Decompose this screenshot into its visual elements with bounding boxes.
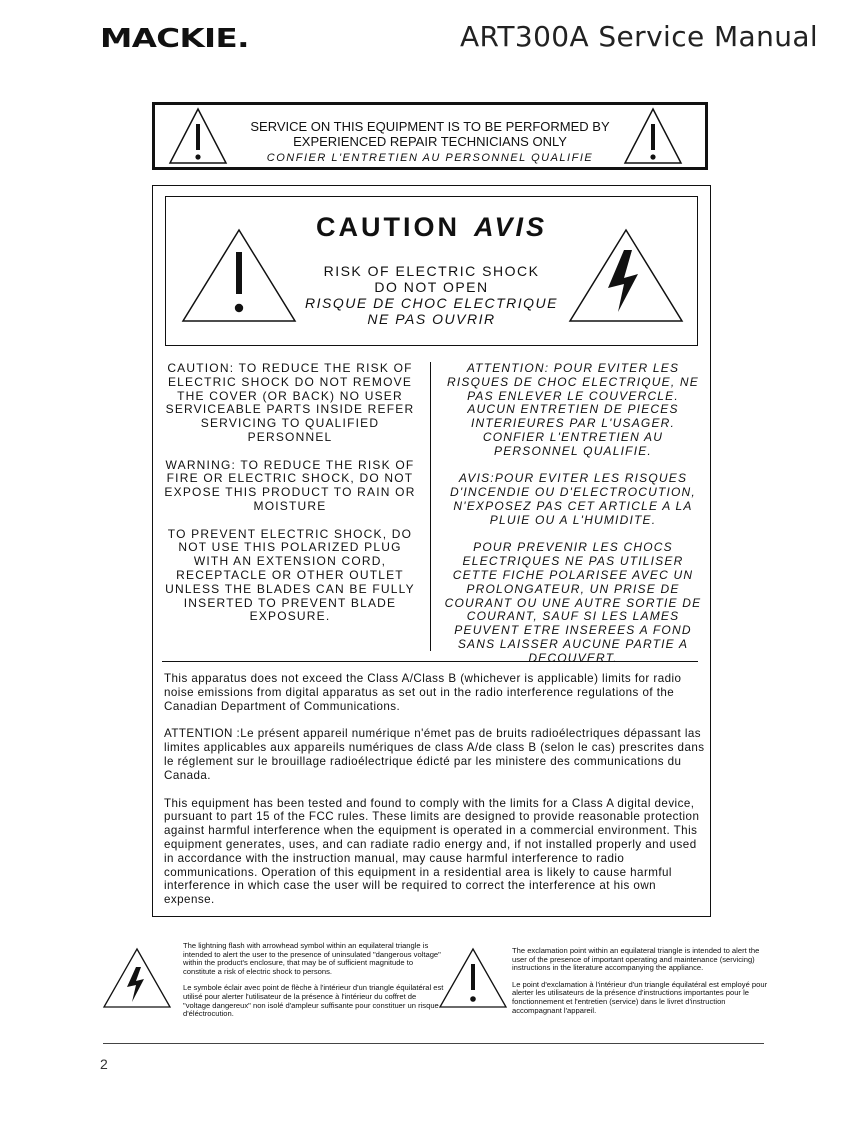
manual-title: ART300A Service Manual — [460, 20, 819, 53]
warning-en-2: WARNING: TO REDUCE THE RISK OF FIRE OR ELECTRIC SHOCK, DO NOT EXPOSE THIS PRODUCT TO RAIN OR MOISTURE — [164, 457, 416, 513]
compliance-canada-en: This apparatus does not exceed the Class A/Class B (whichever is applicable) limits for radio noise emissions from digital apparatus as set out in the radio interference regulations of the Canadian Department of Communications. — [164, 672, 682, 713]
warning-fr-3: POUR PREVENIR LES CHOCS ELECTRIQUES NE PAS UTILISER CETTE FICHE POLARISEE AVEC UN PROLONGATEUR, UN PRISE DE COURANT OU UNE AUTRE SORTIE DE COURANT, SAUF SI LES LAMES PEUVENT ETRE INSEREES A FOND SANS LAISSER AUCUNE PARTIE A DECOUVERT. — [444, 540, 702, 665]
warning-en-3: TO PREVENT ELECTRIC SHOCK, DO NOT USE THIS POLARIZED PLUG WITH AN EXTENSION CORD, RECEPTACLE OR OTHER OUTLET UNLESS THE BLADES CAN BE FULLY INSERTED TO PREVENT BLADE EXPOSURE. — [165, 526, 415, 624]
service-notice-text — [160, 119, 700, 166]
section-divider — [162, 661, 698, 662]
lightning-note-fr: Le symbole éclair avec point de flèche à l'intérieur d'un triangle équilatéral est utilisé pour alerter l'utilisateur de la présence à l'intérieur du coffret de "voltage dangereux" non isolé d'ampleur suffisante pour constituer un risque d'éléctrocution. — [183, 983, 444, 1019]
page-number: 2 — [100, 1056, 108, 1072]
exclamation-symbol-note — [512, 947, 774, 1023]
caution-title-en: CAUTION — [315, 212, 460, 242]
exclamation-note-en: The exclamation point within an equilateral triangle is intended to alert the user of the presence of important operating and maintenance (servicing) instructions in the literature accompanying the appliance. — [512, 946, 760, 973]
footer-rule — [103, 1043, 764, 1044]
lightning-triangle-icon — [102, 947, 172, 1009]
service-notice-line1: SERVICE ON THIS EQUIPMENT IS TO BE PERFORMED BY — [250, 119, 610, 134]
compliance-canada-fr: ATTENTION :Le présent appareil numérique n'émet pas de bruits radioélectriques dépassant las limites applicables aux appareils numériques de class A/de class B (selon le cas) prescrites dans le réglement sur le brouillage radioélectrique édicté par les ministere des communications du Canada. — [164, 727, 705, 782]
warning-fr-2: AVIS:POUR EVITER LES RISQUES D'INCENDIE OU D'ELECTROCUTION, N'EXPOSEZ PAS CET ARTICLE A LA PLUIE OU A L'HUMIDITE. — [450, 471, 696, 527]
caution-line1: RISK OF ELECTRIC SHOCK — [323, 263, 540, 279]
lightning-note-en: The lightning flash with arrowhead symbol within an equilateral triangle is intended to alert the user to the presence of uninsulated "dangerous voltage" within the product's enclosure, that may be of sufficient magnitude to constitute a risk of electric shock to persons. — [183, 941, 441, 976]
caution-line2: DO NOT OPEN — [374, 279, 489, 295]
service-notice-line2: EXPERIENCED REPAIR TECHNICIANS ONLY — [293, 134, 567, 149]
warnings-french-column — [443, 362, 703, 679]
warning-en-1: CAUTION: TO REDUCE THE RISK OF ELECTRIC SHOCK DO NOT REMOVE THE COVER (OR BACK) NO USER SERVICEABLE PARTS INSIDE REFER SERVICING TO QUALIFIED PERSONNEL — [165, 361, 415, 444]
warning-fr-1: ATTENTION: POUR EVITER LES RISQUES DE CHOC ELECTRIQUE, NE PAS ENLEVER LE COUVERCLE. AUCUN ENTRETIEN DE PIECES INTERIEURES PAR L'USAGER. CONFIER L'ENTRETIEN AU PERSONNEL QUALIFIE. — [446, 361, 700, 458]
lightning-symbol-note — [183, 942, 445, 1027]
caution-title-fr: AVIS — [473, 212, 547, 242]
exclamation-triangle-icon — [438, 947, 508, 1009]
mackie-logo: MACKIE. — [100, 24, 249, 54]
caution-title — [165, 212, 698, 243]
compliance-fcc: This equipment has been tested and found to comply with the limits for a Class A digital device, pursuant to part 15 of the FCC rules. These limits are designed to provide reasonable protection against harmful interference when the equipment is operated in a commercial environment. This equipment generates, uses, and can radiate radio energy and, if not installed properly and used in accordance with the instruction manual, may cause harmful interference to radio communications. Operation of this equipment in a residential area is likely to cause harmful interference in which case the user will be required to correct the interference at his own expense. — [164, 796, 700, 907]
service-notice-line-fr: CONFIER L'ENTRETIEN AU PERSONNEL QUALIFIE — [266, 152, 594, 164]
exclamation-note-fr: Le point d'exclamation à l'intérieur d'un triangle équilatéral est employé pour alerter les utilisateurs de la présence d'instructions importantes pour le fonctionnement et l'entretien (service) dans le livret d'instruction accompagnant l'appareil. — [512, 979, 768, 1015]
caution-subtitle — [165, 263, 698, 327]
caution-line3-fr: RISQUE DE CHOC ELECTRIQUE — [305, 295, 558, 311]
compliance-text — [164, 672, 710, 921]
column-divider — [430, 362, 431, 651]
warnings-english-column — [160, 362, 420, 638]
caution-line4-fr: NE PAS OUVRIR — [367, 311, 496, 327]
